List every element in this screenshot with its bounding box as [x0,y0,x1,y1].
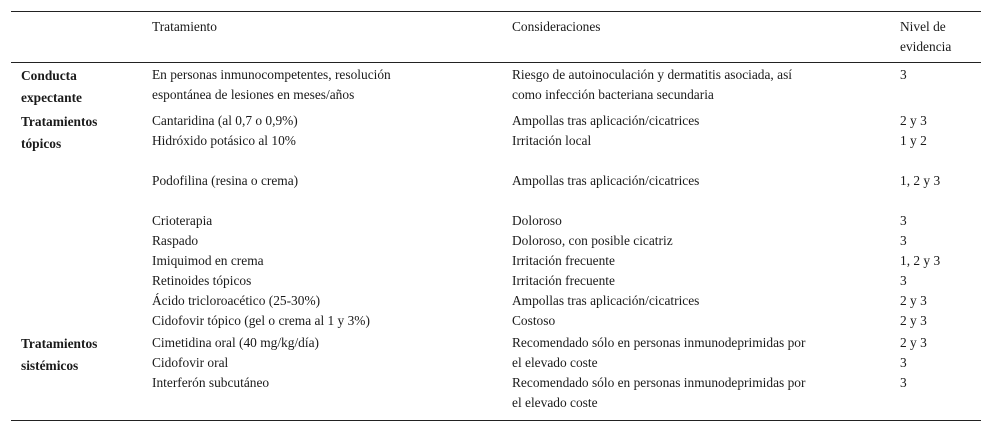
row-treatment: Raspado [152,233,199,248]
row-evidence: 3 [900,355,907,370]
row-considerations: Costoso [512,313,556,328]
group-systemic-line1: Tratamientos [21,336,98,351]
group-topical-line2: tópicos [21,136,62,151]
row-evidence: 3 [900,233,907,248]
header-considerations: Consideraciones [512,19,601,34]
row-considerations: Riesgo de autoinoculación y dermatitis asociada, así [512,67,793,82]
row-treatment: En personas inmunocompetentes, resolución [152,67,391,82]
header-evidence-line2: evidencia [900,39,952,54]
row-considerations: Ampollas tras aplicación/cicatrices [512,173,700,188]
header-divider [11,62,981,63]
row-evidence: 1 y 2 [900,133,927,148]
row-evidence: 1, 2 y 3 [900,173,941,188]
row-evidence: 1, 2 y 3 [900,253,941,268]
row-evidence: 3 [900,273,907,288]
row-considerations: el elevado coste [512,355,598,370]
row-considerations: Irritación frecuente [512,273,615,288]
group-expectant-line2: expectante [21,90,82,105]
row-treatment: Crioterapia [152,213,213,228]
row-considerations: como infección bacteriana secundaria [512,87,714,102]
row-considerations: Recomendado sólo en personas inmunodeprimidas por [512,375,806,390]
row-considerations: el elevado coste [512,395,598,410]
row-treatment: Retinoides tópicos [152,273,252,288]
row-considerations: Doloroso [512,213,562,228]
row-treatment: espontánea de lesiones en meses/años [152,87,355,102]
row-considerations: Irritación frecuente [512,253,615,268]
row-considerations: Irritación local [512,133,592,148]
row-evidence: 2 y 3 [900,313,927,328]
group-expectant-line1: Conducta [21,68,77,83]
group-topical-line1: Tratamientos [21,114,98,129]
row-treatment: Imiquimod en crema [152,253,264,268]
header-evidence-line1: Nivel de [900,19,946,34]
row-considerations: Ampollas tras aplicación/cicatrices [512,113,700,128]
row-evidence: 2 y 3 [900,113,927,128]
row-treatment: Podofilina (resina o crema) [152,173,299,188]
row-considerations: Recomendado sólo en personas inmunodeprimidas por [512,335,806,350]
group-systemic-line2: sistémicos [21,358,79,373]
row-considerations: Doloroso, con posible cicatriz [512,233,673,248]
row-considerations: Ampollas tras aplicación/cicatrices [512,293,700,308]
row-evidence: 2 y 3 [900,335,927,350]
row-evidence: 3 [900,67,907,82]
row-evidence: 3 [900,375,907,390]
row-treatment: Ácido tricloroacético (25-30%) [152,293,321,308]
row-treatment: Cidofovir tópico (gel o crema al 1 y 3%) [152,313,370,328]
row-treatment: Cantaridina (al 0,7 o 0,9%) [152,113,298,128]
row-treatment: Cimetidina oral (40 mg/kg/día) [152,335,319,350]
row-treatment: Cidofovir oral [152,355,229,370]
row-treatment: Interferón subcutáneo [152,375,270,390]
row-evidence: 2 y 3 [900,293,927,308]
header-treatment: Tratamiento [152,19,217,34]
row-evidence: 3 [900,213,907,228]
row-treatment: Hidróxido potásico al 10% [152,133,296,148]
